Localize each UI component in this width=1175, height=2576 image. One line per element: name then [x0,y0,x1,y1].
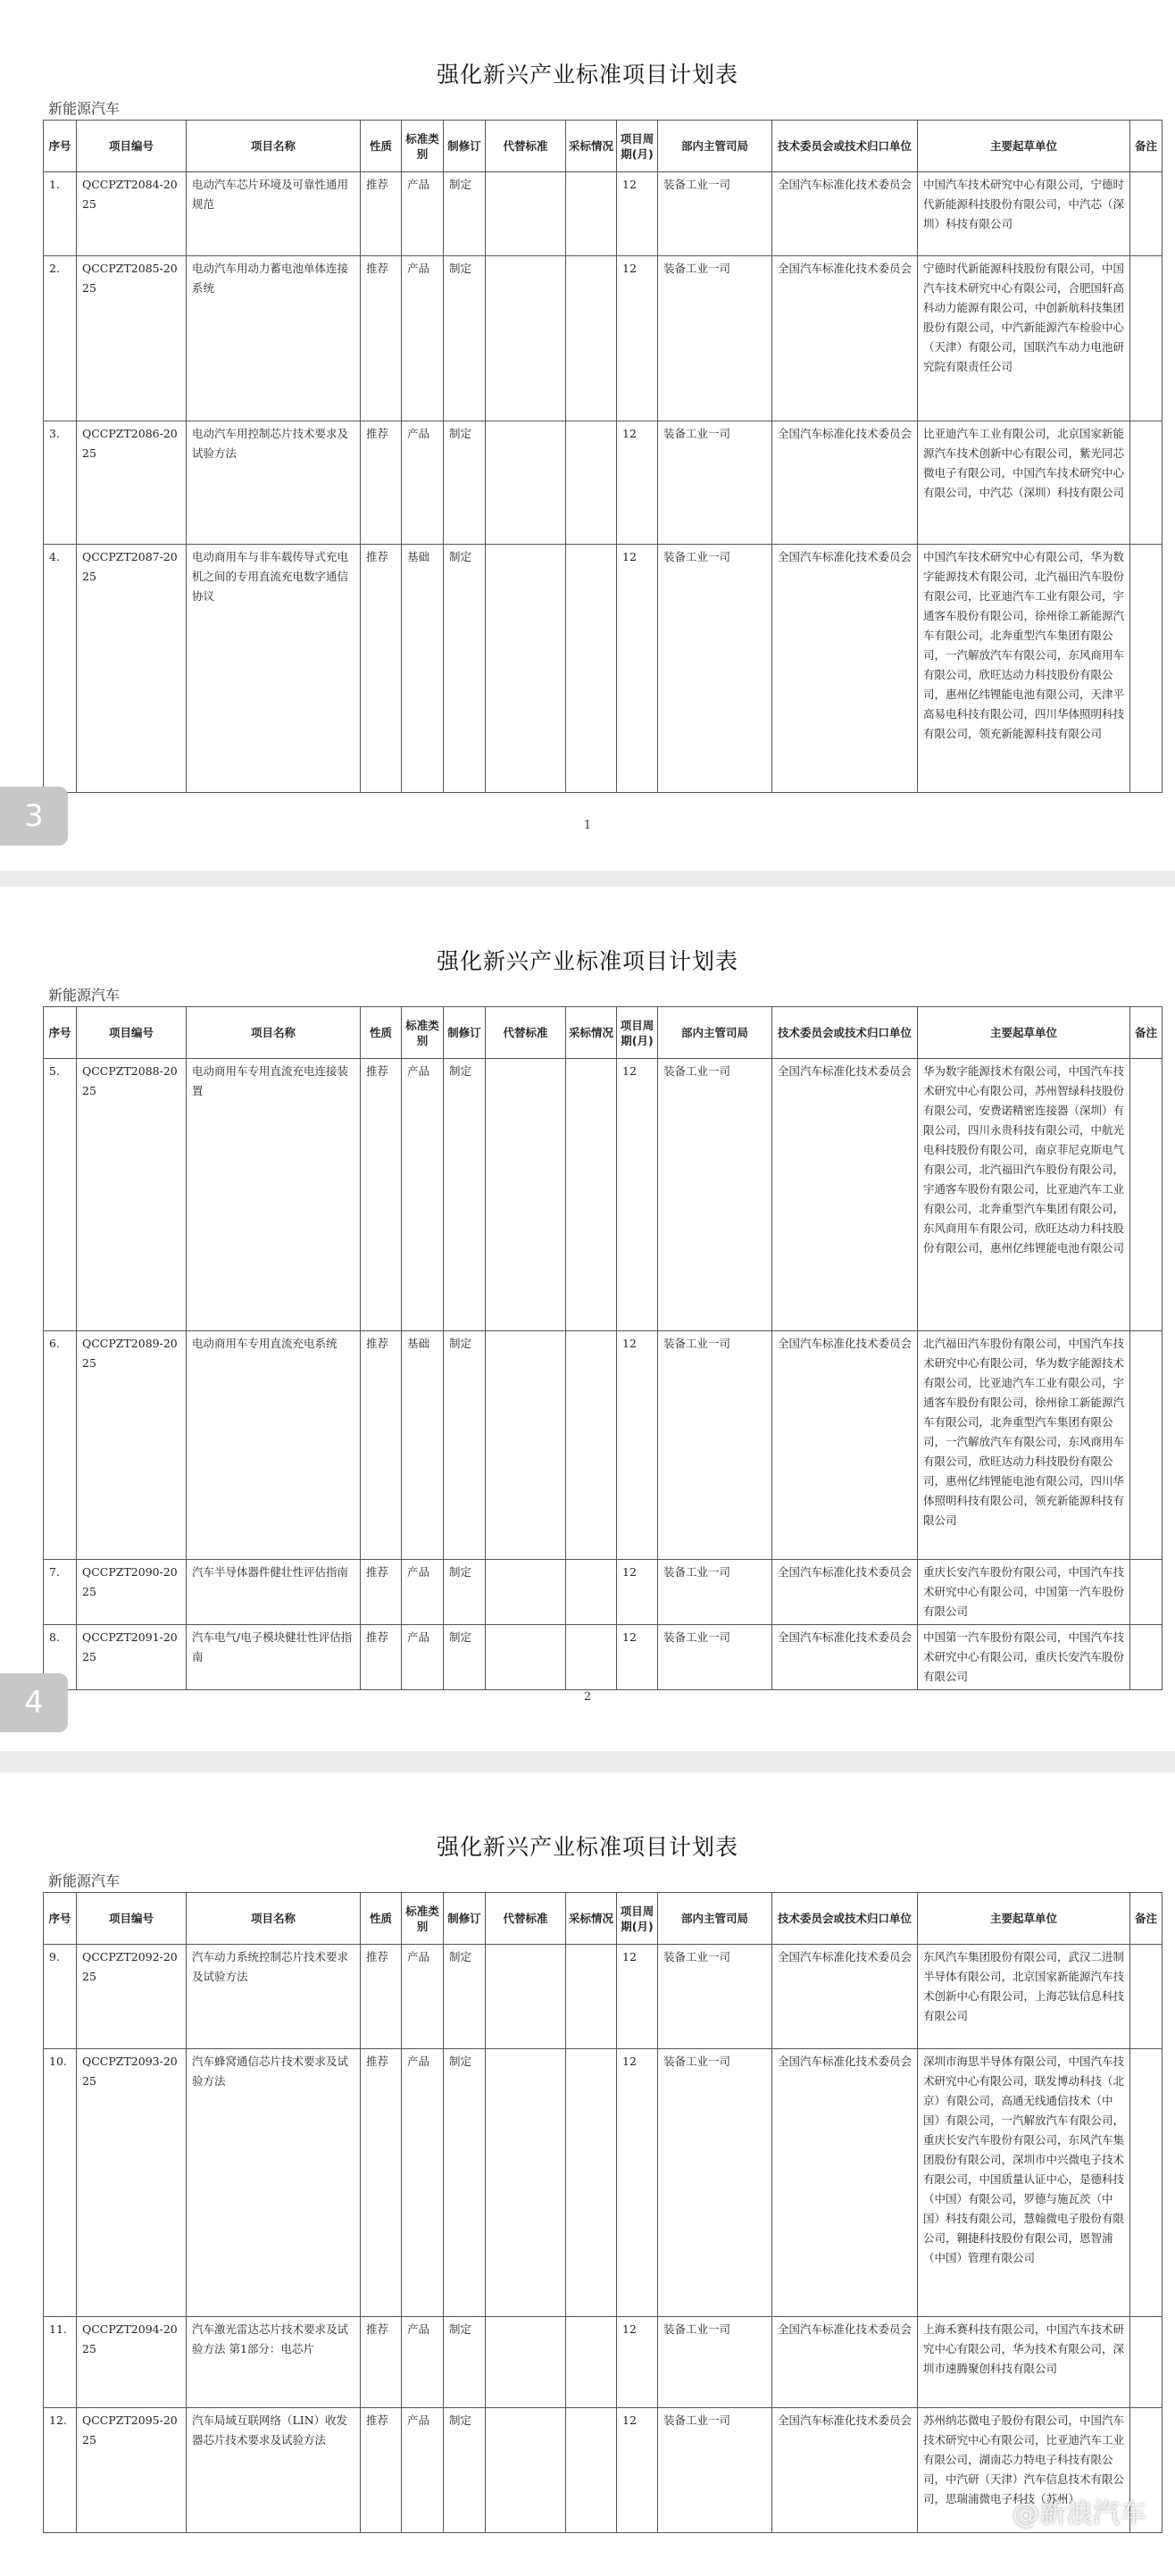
committee-cell: 全国汽车标准化技术委员会 [772,256,918,421]
project-name-cell: 汽车激光雷达芯片技术要求及试验方法 第1部分：电芯片 [187,2317,361,2408]
standard-category-cell: 产品 [402,421,444,545]
remarks-cell [1130,545,1162,793]
project-name-cell: 电动汽车用控制芯片技术要求及试验方法 [187,421,361,545]
standard-category-cell: 基础 [402,545,444,793]
project-name-cell: 汽车半导体器件健壮性评估指南 [187,1560,361,1625]
project-code-cell: QCCPZT2092-2025 [77,1945,187,2049]
nature-cell: 推荐 [361,1560,402,1625]
serial-no-cell: 6. [44,1331,77,1560]
standard-category-cell: 产品 [402,1945,444,2049]
period-cell: 12 [617,256,658,421]
period-cell: 12 [617,1625,658,1690]
project-code-cell: QCCPZT2093-2025 [77,2049,187,2317]
committee-cell: 全国汽车标准化技术委员会 [772,1945,918,2049]
replaced-standard-cell [486,1059,566,1331]
drafting-units-cell: 北汽福田汽车股份有限公司，中国汽车技术研究中心有限公司，华为数字能源技术有限公司，比亚迪汽车工业有限公司，宇通客车股份有限公司，徐州徐工新能源汽车有限公司，北奔重型汽车集团有限公司，一汽解放汽车有限公司，东风商用车有限公司，欣旺达动力科技股份有限公司，惠州亿纬锂能电池有限公司，四川华体照明科技有限公司，领充新能源科技有限公司 [918,1331,1130,1560]
standards-table [43,1006,1162,1690]
project-name-cell: 汽车电气/电子模块健壮性评估指南 [187,1625,361,1690]
replaced-standard-cell [486,421,566,545]
header-adoption: 采标情况 [566,1893,617,1945]
committee-cell: 全国汽车标准化技术委员会 [772,2049,918,2317]
project-code-cell: QCCPZT2087-2025 [77,545,187,793]
committee-cell: 全国汽车标准化技术委员会 [772,421,918,545]
period-cell: 12 [617,545,658,793]
standard-category-cell: 产品 [402,2317,444,2408]
header-serial-no: 序号 [44,1007,77,1059]
table-header-row [44,1007,1162,1059]
remarks-cell [1130,1625,1162,1690]
header-department: 部内主管司局 [658,1893,772,1945]
category-label: 新能源汽车 [48,100,121,117]
standards-table [43,1892,1162,2533]
drafting-units-cell: 宁德时代新能源科技股份有限公司，中国汽车技术研究中心有限公司，合肥国轩高科动力能源有限公司，中创新航科技集团股份有限公司，中汽新能源汽车检验中心（天津）有限公司，国联汽车动力电池研究院有限责任公司 [918,256,1130,421]
document-page-3 [0,1772,1175,2576]
table-row [44,2408,1162,2533]
header-department: 部内主管司局 [658,121,772,172]
adoption-cell [566,2049,617,2317]
table-header-row [44,1893,1162,1945]
table-row [44,2317,1162,2408]
header-revision: 制修订 [444,1893,486,1945]
table-row [44,421,1162,545]
remarks-cell [1130,256,1162,421]
header-project-name: 项目名称 [187,121,361,172]
table-row [44,1945,1162,2049]
project-code-cell: QCCPZT2095-2025 [77,2408,187,2533]
adoption-cell [566,256,617,421]
drafting-units-cell: 深圳市海思半导体有限公司，中国汽车技术研究中心有限公司，联发博动科技（北京）有限公司，高通无线通信技术（中国）有限公司，一汽解放汽车有限公司，重庆长安汽车股份有限公司，东风汽车集团股份有限公司，深圳市中兴微电子技术有限公司，中国质量认证中心，是德科技（中国）有限公司，罗德与施瓦茨（中国）科技有限公司，慧翰微电子股份有限公司，翱捷科技股份有限公司，恩智浦（中国）管理有限公司 [918,2049,1130,2317]
adoption-cell [566,1331,617,1560]
remarks-cell [1130,1059,1162,1331]
header-period: 项目周期(月) [617,1007,658,1059]
project-name-cell: 电动商用车与非车载传导式充电机之间的专用直流充电数字通信协议 [187,545,361,793]
department-cell: 装备工业一司 [658,1625,772,1690]
department-cell: 装备工业一司 [658,1560,772,1625]
replaced-standard-cell [486,2049,566,2317]
period-cell: 12 [617,2049,658,2317]
project-name-cell: 电动汽车芯片环境及可靠性通用规范 [187,172,361,256]
table-row [44,545,1162,793]
header-drafting-units: 主要起草单位 [918,121,1130,172]
standard-category-cell: 产品 [402,2408,444,2533]
standard-category-cell: 基础 [402,1331,444,1560]
header-project-code: 项目编号 [77,1893,187,1945]
project-code-cell: QCCPZT2094-2025 [77,2317,187,2408]
page-title: 强化新兴产业标准项目计划表 [436,1834,738,1860]
nature-cell: 推荐 [361,2408,402,2533]
standards-table [43,120,1162,793]
table-row [44,172,1162,256]
replaced-standard-cell [486,545,566,793]
header-remarks: 备注 [1130,1893,1162,1945]
department-cell: 装备工业一司 [658,256,772,421]
committee-cell: 全国汽车标准化技术委员会 [772,545,918,793]
header-replaced-standard: 代替标准 [486,121,566,172]
drafting-units-cell: 上海禾赛科技有限公司，中国汽车技术研究中心有限公司，华为技术有限公司，深圳市速腾聚创科技有限公司 [918,2317,1130,2408]
drafting-units-cell: 东风汽车集团股份有限公司，武汉二进制半导体有限公司，北京国家新能源汽车技术创新中心有限公司，上海芯钛信息科技有限公司 [918,1945,1130,2049]
serial-no-cell: 5. [44,1059,77,1331]
table-row [44,1059,1162,1331]
serial-no-cell: 8. [44,1625,77,1690]
remarks-cell [1130,421,1162,545]
adoption-cell [566,1625,617,1690]
serial-no-cell: 12. [44,2408,77,2533]
page-thumbnail-badge[interactable]: 3 [0,787,68,846]
table-row [44,1331,1162,1560]
table-row [44,1625,1162,1690]
standard-category-cell: 产品 [402,172,444,256]
header-committee: 技术委员会或技术归口单位 [772,1893,918,1945]
drafting-units-cell: 中国汽车技术研究中心有限公司，华为数字能源技术有限公司，北汽福田汽车股份有限公司，比亚迪汽车工业有限公司，宇通客车股份有限公司，徐州徐工新能源汽车有限公司，北奔重型汽车集团有限公司，一汽解放汽车有限公司，东风商用车有限公司，欣旺达动力科技股份有限公司，惠州亿纬锂能电池有限公司，天津平高易电科技有限公司，四川华体照明科技有限公司，领充新能源科技有限公司 [918,545,1130,793]
replaced-standard-cell [486,1625,566,1690]
header-drafting-units: 主要起草单位 [918,1007,1130,1059]
department-cell: 装备工业一司 [658,172,772,256]
header-committee: 技术委员会或技术归口单位 [772,1007,918,1059]
drafting-units-cell: 中国第一汽车股份有限公司，中国汽车技术研究中心有限公司，重庆长安汽车股份有限公司 [918,1625,1130,1690]
revision-cell: 制定 [444,2317,486,2408]
committee-cell: 全国汽车标准化技术委员会 [772,2408,918,2533]
table-row [44,1560,1162,1625]
nature-cell: 推荐 [361,1059,402,1331]
serial-no-cell: 11. [44,2317,77,2408]
project-name-cell: 电动商用车专用直流充电系统 [187,1331,361,1560]
revision-cell: 制定 [444,1945,486,2049]
adoption-cell [566,545,617,793]
header-project-code: 项目编号 [77,1007,187,1059]
nature-cell: 推荐 [361,1625,402,1690]
remarks-cell [1130,1560,1162,1625]
nature-cell: 推荐 [361,1945,402,2049]
header-standard-category: 标准类别 [402,1007,444,1059]
committee-cell: 全国汽车标准化技术委员会 [772,1331,918,1560]
category-label: 新能源汽车 [48,1872,121,1889]
revision-cell: 制定 [444,2408,486,2533]
header-remarks: 备注 [1130,121,1162,172]
nature-cell: 推荐 [361,421,402,545]
department-cell: 装备工业一司 [658,1059,772,1331]
department-cell: 装备工业一司 [658,2049,772,2317]
period-cell: 12 [617,172,658,256]
serial-no-cell: 10. [44,2049,77,2317]
department-cell: 装备工业一司 [658,545,772,793]
adoption-cell [566,2408,617,2533]
replaced-standard-cell [486,1560,566,1625]
period-cell: 12 [617,2408,658,2533]
table-row [44,2049,1162,2317]
drafting-units-cell: 比亚迪汽车工业有限公司，北京国家新能源汽车技术创新中心有限公司，紫光同芯微电子有限公司，中国汽车技术研究中心有限公司，中汽芯（深圳）科技有限公司 [918,421,1130,545]
standard-category-cell: 产品 [402,256,444,421]
project-code-cell: QCCPZT2091-2025 [77,1625,187,1690]
header-period: 项目周期(月) [617,121,658,172]
adoption-cell [566,1560,617,1625]
nature-cell: 推荐 [361,256,402,421]
nature-cell: 推荐 [361,545,402,793]
header-nature: 性质 [361,1007,402,1059]
revision-cell: 制定 [444,2049,486,2317]
header-standard-category: 标准类别 [402,121,444,172]
header-standard-category: 标准类别 [402,1893,444,1945]
header-remarks: 备注 [1130,1007,1162,1059]
committee-cell: 全国汽车标准化技术委员会 [772,1625,918,1690]
page-number: 2 [583,1690,592,1704]
project-name-cell: 电动商用车专用直流充电连接装置 [187,1059,361,1331]
replaced-standard-cell [486,172,566,256]
nature-cell: 推荐 [361,1331,402,1560]
table-header-row [44,121,1162,172]
document-page-2 [0,887,1175,1751]
revision-cell: 制定 [444,1059,486,1331]
replaced-standard-cell [486,256,566,421]
replaced-standard-cell [486,1945,566,2049]
period-cell: 12 [617,1945,658,2049]
header-department: 部内主管司局 [658,1007,772,1059]
page-number: 1 [583,819,592,832]
nature-cell: 推荐 [361,2317,402,2408]
nature-cell: 推荐 [361,2049,402,2317]
drafting-units-cell: 苏州纳芯微电子股份有限公司，中国汽车技术研究中心有限公司，比亚迪汽车工业有限公司，湖南芯力特电子科技有限公司，中汽研（天津）汽车信息技术有限公司，思瑞浦微电子科技（苏州） [918,2408,1130,2533]
nature-cell: 推荐 [361,172,402,256]
department-cell: 装备工业一司 [658,2408,772,2533]
department-cell: 装备工业一司 [658,2317,772,2408]
serial-no-cell: 3. [44,421,77,545]
department-cell: 装备工业一司 [658,1945,772,2049]
watermark: @新浪汽车 [1012,2498,1146,2530]
revision-cell: 制定 [444,545,486,793]
adoption-cell [566,172,617,256]
remarks-cell [1130,172,1162,256]
replaced-standard-cell [486,1331,566,1560]
serial-no-cell: 7. [44,1560,77,1625]
committee-cell: 全国汽车标准化技术委员会 [772,1059,918,1331]
header-project-name: 项目名称 [187,1007,361,1059]
serial-no-cell: 9. [44,1945,77,2049]
replaced-standard-cell [486,2317,566,2408]
header-adoption: 采标情况 [566,121,617,172]
adoption-cell [566,421,617,545]
category-label: 新能源汽车 [48,987,121,1004]
header-period: 项目周期(月) [617,1893,658,1945]
standard-category-cell: 产品 [402,1059,444,1331]
header-serial-no: 序号 [44,1893,77,1945]
header-project-name: 项目名称 [187,1893,361,1945]
period-cell: 12 [617,1331,658,1560]
project-code-cell: QCCPZT2088-2025 [77,1059,187,1331]
committee-cell: 全国汽车标准化技术委员会 [772,1560,918,1625]
period-cell: 12 [617,1059,658,1331]
header-revision: 制修订 [444,121,486,172]
serial-no-cell: 4. [44,545,77,793]
drafting-units-cell: 中国汽车技术研究中心有限公司，宁德时代新能源科技股份有限公司，中汽芯（深圳）科技有限公司 [918,172,1130,256]
period-cell: 12 [617,2317,658,2408]
department-cell: 装备工业一司 [658,1331,772,1560]
adoption-cell [566,1059,617,1331]
header-nature: 性质 [361,121,402,172]
revision-cell: 制定 [444,421,486,545]
adoption-cell [566,2317,617,2408]
standard-category-cell: 产品 [402,1625,444,1690]
project-code-cell: QCCPZT2084-2025 [77,172,187,256]
header-revision: 制修订 [444,1007,486,1059]
committee-cell: 全国汽车标准化技术委员会 [772,172,918,256]
header-committee: 技术委员会或技术归口单位 [772,121,918,172]
project-name-cell: 汽车蜂窝通信芯片技术要求及试验方法 [187,2049,361,2317]
project-name-cell: 汽车动力系统控制芯片技术要求及试验方法 [187,1945,361,2049]
drafting-units-cell: 重庆长安汽车股份有限公司，中国汽车技术研究中心有限公司，中国第一汽车股份有限公司 [918,1560,1130,1625]
revision-cell: 制定 [444,1560,486,1625]
revision-cell: 制定 [444,1625,486,1690]
remarks-cell [1130,2049,1162,2317]
header-drafting-units: 主要起草单位 [918,1893,1130,1945]
document-page-1 [0,0,1175,871]
standard-category-cell: 产品 [402,1560,444,1625]
header-replaced-standard: 代替标准 [486,1007,566,1059]
remarks-cell [1130,1945,1162,2049]
replaced-standard-cell [486,2408,566,2533]
project-code-cell: QCCPZT2086-2025 [77,421,187,545]
committee-cell: 全国汽车标准化技术委员会 [772,2317,918,2408]
project-code-cell: QCCPZT2090-2025 [77,1560,187,1625]
table-row [44,256,1162,421]
serial-no-cell: 2. [44,256,77,421]
page-title: 强化新兴产业标准项目计划表 [436,62,738,88]
header-nature: 性质 [361,1893,402,1945]
period-cell: 12 [617,1560,658,1625]
project-name-cell: 汽车局域互联网络（LIN）收发器芯片技术要求及试验方法 [187,2408,361,2533]
department-cell: 装备工业一司 [658,421,772,545]
standard-category-cell: 产品 [402,2049,444,2317]
page-title: 强化新兴产业标准项目计划表 [436,948,738,974]
remarks-cell [1130,2317,1162,2408]
page-thumbnail-badge[interactable]: 4 [0,1673,68,1732]
header-adoption: 采标情况 [566,1007,617,1059]
drafting-units-cell: 华为数字能源技术有限公司，中国汽车技术研究中心有限公司，苏州智绿科技股份有限公司，安费诺精密连接器（深圳）有限公司，四川永贵科技有限公司，中航光电科技股份有限公司，南京菲尼克斯电气有限公司，北汽福田汽车股份有限公司，宇通客车股份有限公司，比亚迪汽车工业有限公司，北奔重型汽车集团有限公司，东风商用车有限公司，欣旺达动力科技股份有限公司，惠州亿纬锂能电池有限公司 [918,1059,1130,1331]
project-code-cell: QCCPZT2085-2025 [77,256,187,421]
period-cell: 12 [617,421,658,545]
revision-cell: 制定 [444,256,486,421]
revision-cell: 制定 [444,1331,486,1560]
header-serial-no: 序号 [44,121,77,172]
remarks-cell [1130,1331,1162,1560]
project-code-cell: QCCPZT2089-2025 [77,1331,187,1560]
header-project-code: 项目编号 [77,121,187,172]
project-name-cell: 电动汽车用动力蓄电池单体连接系统 [187,256,361,421]
serial-no-cell: 1. [44,172,77,256]
adoption-cell [566,1945,617,2049]
revision-cell: 制定 [444,172,486,256]
header-replaced-standard: 代替标准 [486,1893,566,1945]
